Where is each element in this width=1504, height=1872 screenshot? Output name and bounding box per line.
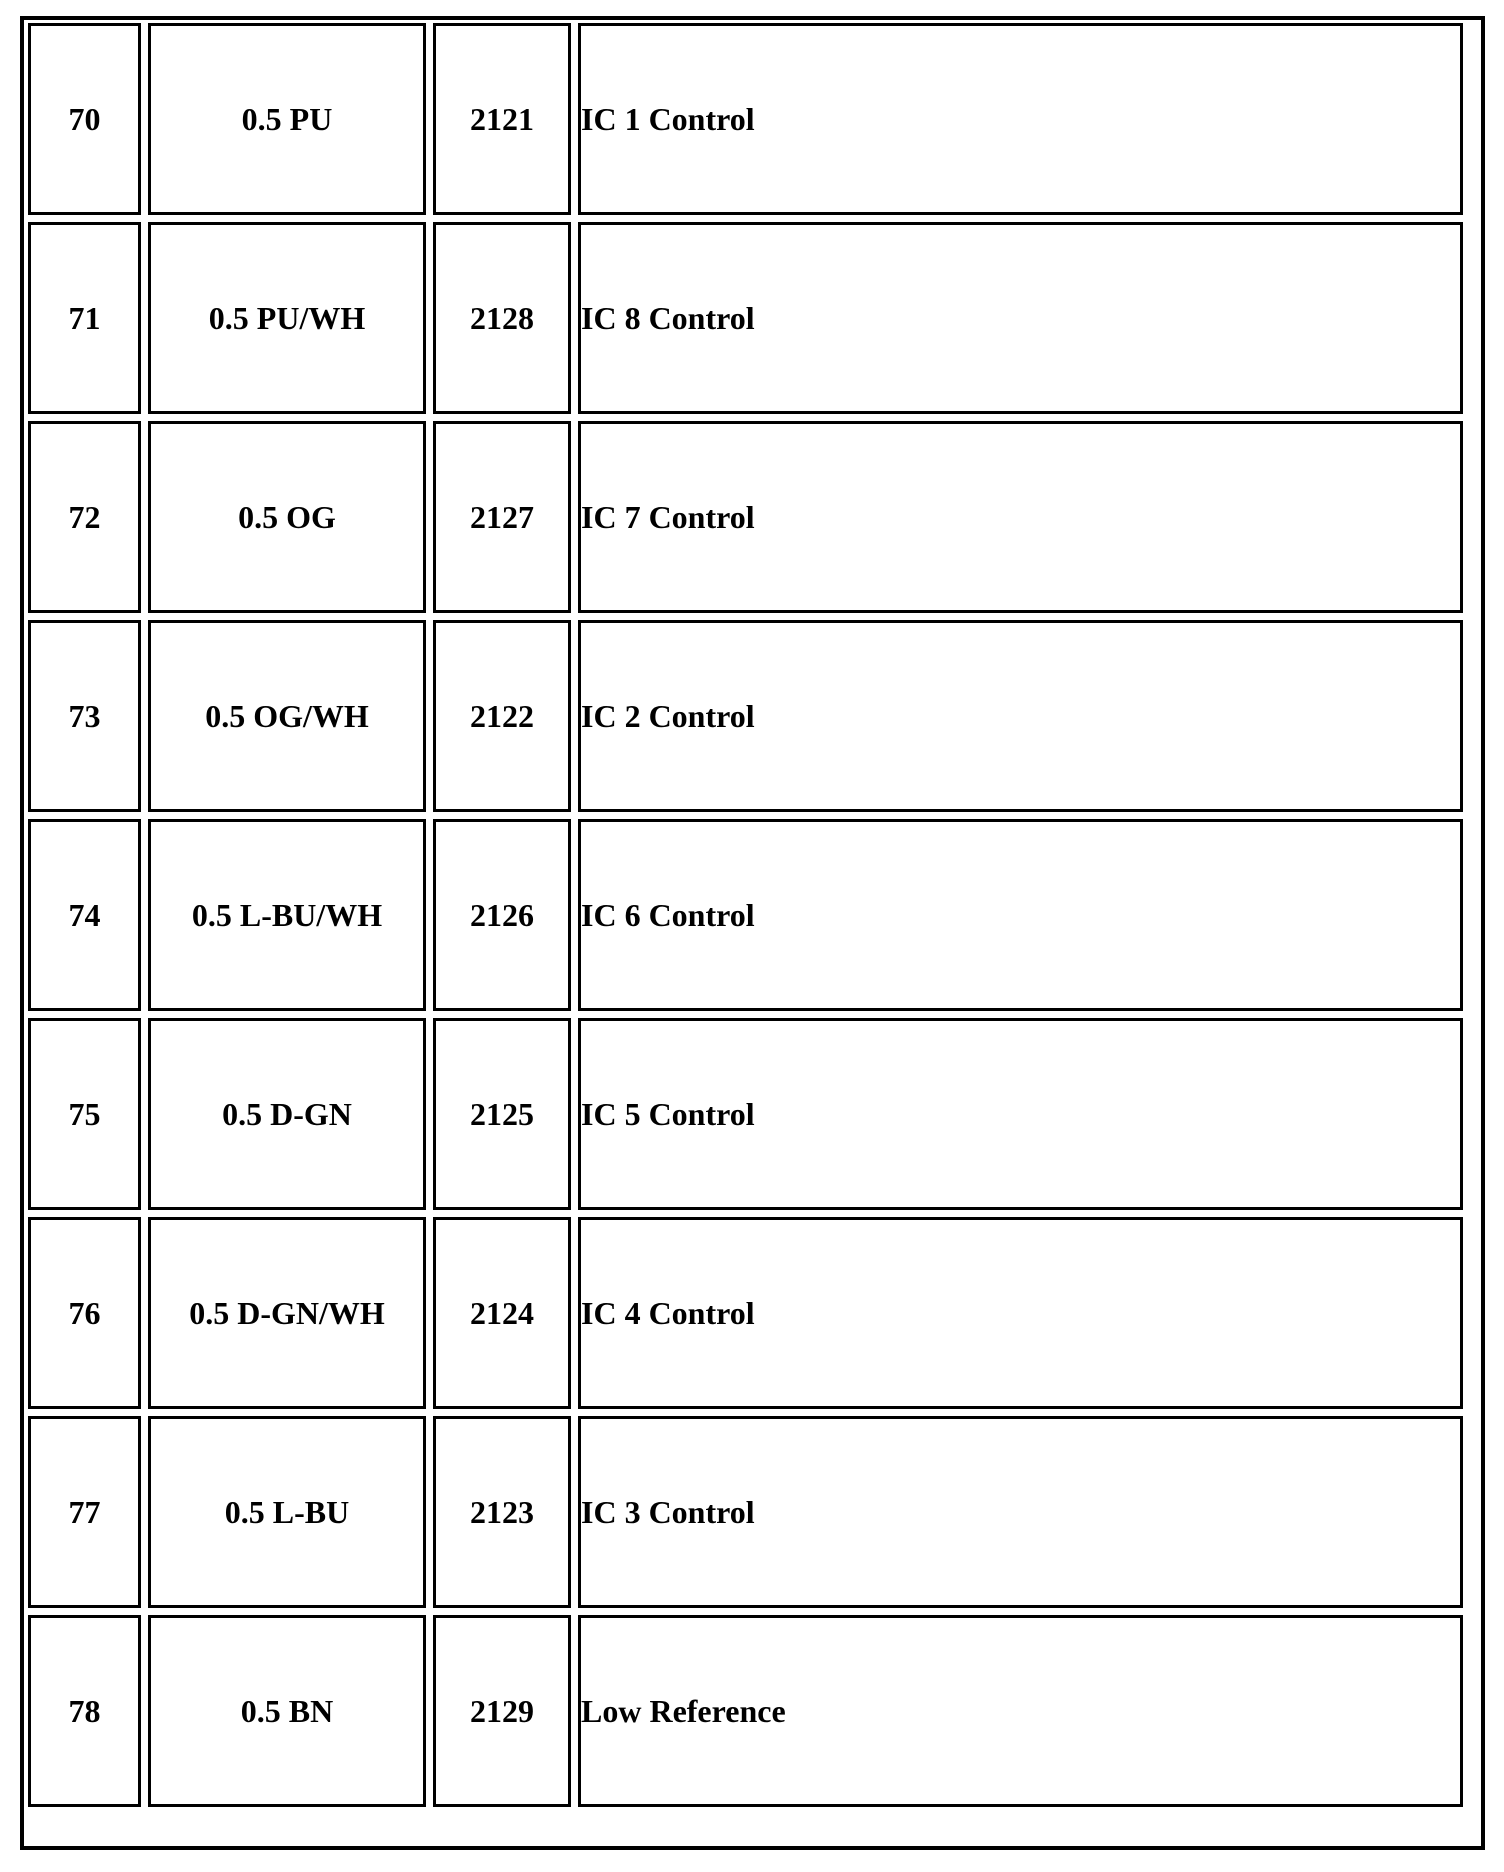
connector-pinout-table bbox=[21, 16, 1470, 1814]
wire-color-cell: 0.5 D-GN bbox=[148, 1018, 426, 1210]
circuit-number-cell: 2127 bbox=[433, 421, 571, 613]
circuit-number-cell: 2122 bbox=[433, 620, 571, 812]
function-cell: IC 2 Control bbox=[578, 620, 1463, 812]
function-cell: IC 3 Control bbox=[578, 1416, 1463, 1608]
table-row bbox=[28, 1615, 1463, 1807]
pin-cell: 74 bbox=[28, 819, 141, 1011]
pin-cell: 70 bbox=[28, 23, 141, 215]
circuit-number-cell: 2123 bbox=[433, 1416, 571, 1608]
pin-cell: 73 bbox=[28, 620, 141, 812]
wire-color-cell: 0.5 BN bbox=[148, 1615, 426, 1807]
wire-color-cell: 0.5 L-BU bbox=[148, 1416, 426, 1608]
connector-pinout-table-frame bbox=[20, 16, 1485, 1850]
wire-color-cell: 0.5 D-GN/WH bbox=[148, 1217, 426, 1409]
wire-color-cell: 0.5 PU/WH bbox=[148, 222, 426, 414]
circuit-number-cell: 2124 bbox=[433, 1217, 571, 1409]
table-row bbox=[28, 620, 1463, 812]
function-cell: IC 5 Control bbox=[578, 1018, 1463, 1210]
pin-cell: 71 bbox=[28, 222, 141, 414]
pin-cell: 72 bbox=[28, 421, 141, 613]
table-row bbox=[28, 23, 1463, 215]
wire-color-cell: 0.5 OG bbox=[148, 421, 426, 613]
pin-cell: 77 bbox=[28, 1416, 141, 1608]
function-cell: IC 1 Control bbox=[578, 23, 1463, 215]
table-row bbox=[28, 819, 1463, 1011]
circuit-number-cell: 2128 bbox=[433, 222, 571, 414]
function-cell: IC 4 Control bbox=[578, 1217, 1463, 1409]
table-row bbox=[28, 222, 1463, 414]
circuit-number-cell: 2125 bbox=[433, 1018, 571, 1210]
pin-cell: 76 bbox=[28, 1217, 141, 1409]
circuit-number-cell: 2129 bbox=[433, 1615, 571, 1807]
table-row bbox=[28, 1416, 1463, 1608]
wire-color-cell: 0.5 L-BU/WH bbox=[148, 819, 426, 1011]
function-cell: IC 8 Control bbox=[578, 222, 1463, 414]
table-row bbox=[28, 421, 1463, 613]
circuit-number-cell: 2126 bbox=[433, 819, 571, 1011]
function-cell: Low Reference bbox=[578, 1615, 1463, 1807]
wire-color-cell: 0.5 PU bbox=[148, 23, 426, 215]
pin-cell: 75 bbox=[28, 1018, 141, 1210]
circuit-number-cell: 2121 bbox=[433, 23, 571, 215]
table-row bbox=[28, 1018, 1463, 1210]
wire-color-cell: 0.5 OG/WH bbox=[148, 620, 426, 812]
function-cell: IC 7 Control bbox=[578, 421, 1463, 613]
function-cell: IC 6 Control bbox=[578, 819, 1463, 1011]
table-row bbox=[28, 1217, 1463, 1409]
pin-cell: 78 bbox=[28, 1615, 141, 1807]
